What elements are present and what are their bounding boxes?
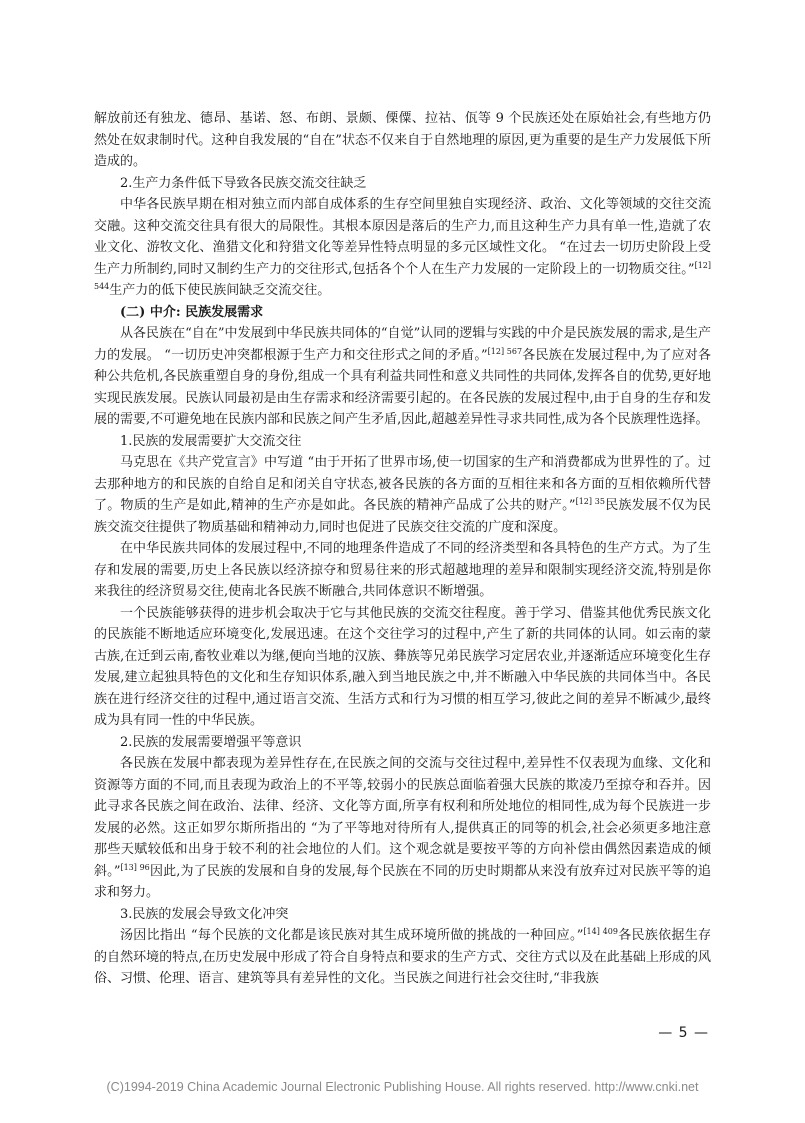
body-paragraph xyxy=(94,603,711,732)
body-paragraph xyxy=(94,108,711,173)
subsection-heading xyxy=(94,732,711,754)
citation-ref: [14] 409 xyxy=(583,927,618,936)
citation-ref: [13] 96 xyxy=(120,862,150,872)
paragraph-text-continued: 民族发展不仅为民族交流交往提供了物质基础和精神动力,同时也促进了民族交往交流的广度和深度。 xyxy=(94,498,711,535)
paragraph-text: 解放前还有独龙、德昂、基诺、怒、布朗、景颇、傈僳、拉祜、佤等 9 个民族还处在原始社会,有些地方仍然处在奴隶制时代。这种自我发展的“自在”状态不仅来自于自然地理的原因,更为重要的是生产力发展低下所造成的。 xyxy=(94,111,711,169)
paragraph-text: 从各民族在“自在”中发展到中华民族共同体的“自觉”认同的逻辑与实践的中介是民族发展的需求,是生产力的发展。 “一切历史冲突都根源于生产力和交往形式之间的矛盾。” xyxy=(94,326,711,363)
paragraph-text: 2.民族的发展需要增强平等意识 xyxy=(120,734,302,750)
paragraph-text: 各民族在发展中都表现为差异性存在,在民族之间的交流与交往过程中,差异性不仅表现为血缘、文化和资源等方面的不同,而且表现为政治上的不平等,较弱小的民族总面临着强大民族的欺凌乃至掠夺和吞并。因此寻求各民族之间在政治、法律、经济、文化等方面,所享有权利和所处地位的相同性,成为每个民族进一步发展的必然。这正如罗尔斯所指出的 “为了平等地对待所有人,提供真正的同等的机会,社会必须更多地注意那些天赋较低和出身于较不利的社会地位的人们。这个观念就是要按平等的方向补偿由偶然因素造成的倾斜。” xyxy=(94,756,711,879)
body-paragraph xyxy=(94,323,711,431)
paragraph-text: 汤因比指出 “每个民族的文化都是该民族对其生成环境所做的挑战的一种回应。” xyxy=(120,928,584,943)
body-paragraph xyxy=(94,925,711,990)
paragraph-text: 一个民族能够获得的进步机会取决于它与其他民族的交流交往程度。善于学习、借鉴其他优秀民族文化的民族能不断地适应环境变化,发展迅速。在这个交往学习的过程中,产生了新的共同体的认同。如云南的蒙古族,在迁到云南,畜牧业难以为继,便向当地的汉族、彝族等兄弟民族学习定居农业,并逐渐适应环境变化生存发展,建立起独具特色的文化和生存知识体系,融入到当地民族之中,并不断融入中华民族的共同体当中。各民族在进行经济交往的过程中,通过语言交流、生活方式和行为习惯的相互学习,彼此之间的差异不断减少,最终成为具有同一性的中华民族。 xyxy=(94,605,711,728)
copyright-footer: (C)1994-2019 China Academic Journal Electronic Publishing House. All rights reserved. http://www.cnki.net xyxy=(106,1080,699,1094)
citation-ref: [12] 35 xyxy=(575,497,605,506)
paragraph-text: 1.民族的发展需要扩大交流交往 xyxy=(120,433,302,449)
body-paragraph xyxy=(94,538,711,603)
paragraph-text: 中华各民族早期在相对独立而内部自成体系的生存空间里独自实现经济、政治、文化等领域的交往交流交融。这种交流交往具有很大的局限性。其根本原因是落后的生产力,而且这种生产力具有单一性,造就了农业文化、游牧文化、渔猎文化和狩猎文化等差异性特点明显的多元区域性文化。 “在过去一切历史阶段上受生产力所制约,同时又制约生产力的交往形式,包括各个个人在生产力发展的一定阶段上的一切物质交往。” xyxy=(94,197,711,277)
article-body xyxy=(94,108,711,990)
page-number: — 5 — xyxy=(658,1025,709,1041)
citation-ref: [12] 567 xyxy=(487,346,523,356)
section-heading xyxy=(94,302,711,324)
paragraph-text-continued: 各民族在发展过程中,为了应对各种公共危机,各民族重塑自身的身份,组成一个具有利益共同性和意义共同性的共同体,发挥各自的优势,更好地实现民族发展。民族认同最初是由生存需求和经济需要引起的。在各民族的发展过程中,由于自身的生存和发展的需要,不可避免地在民族内部和民族之间产生矛盾,因此,超越差异性寻求共同性,成为各个民族理性选择。 xyxy=(94,347,711,427)
subsection-heading xyxy=(94,431,711,453)
paragraph-text-continued: 因此,为了民族的发展和自身的发展,每个民族在不同的历史时期都从来没有放弃过对民族平等的追求和努力。 xyxy=(94,863,711,900)
subsection-heading xyxy=(94,173,711,195)
paragraph-text: (二) 中介: 民族发展需求 xyxy=(120,304,264,320)
paragraph-text: 2.生产力条件低下导致各民族交流交往缺乏 xyxy=(120,175,367,191)
paragraph-text: 马克思在《共产党宣言》中写道 “由于开拓了世界市场,使一切国家的生产和消费都成为世界性的了。过去那种地方的和民族的自给自足和闭关自守状态,被各民族的各方面的互相往来和各方面的互相依赖所代替了。物质的生产是如此,精神的生产亦是如此。各民族的精神产品成了公共的财产。” xyxy=(94,455,711,513)
body-paragraph xyxy=(94,194,711,302)
paragraph-text-continued: 各民族依据生存的自然环境的特点,在历史发展中形成了符合自身特点和要求的生产方式、交往方式以及在此基础上形成的风俗、习惯、伦理、语言、建筑等具有差异性的文化。当民族之间进行社会交往时,“非我族 xyxy=(94,928,711,986)
body-paragraph xyxy=(94,753,711,904)
paragraph-text: 在中华民族共同体的发展过程中,不同的地理条件造成了不同的经济类型和各具特色的生产方式。为了生存和发展的需要,历史上各民族以经济掠夺和贸易往来的形式超越地理的差异和限制实现经济交流,特别是你来我往的经济贸易交往,使南北各民族不断融合,共同体意识不断增强。 xyxy=(94,541,711,599)
paragraph-text: 3.民族的发展会导致文化冲突 xyxy=(120,906,289,922)
paragraph-text-continued: 生产力的低下使民族间缺乏交流交往。 xyxy=(109,283,331,298)
body-paragraph xyxy=(94,452,711,538)
citation-ref: [12] 544 xyxy=(94,260,711,291)
subsection-heading xyxy=(94,904,711,926)
